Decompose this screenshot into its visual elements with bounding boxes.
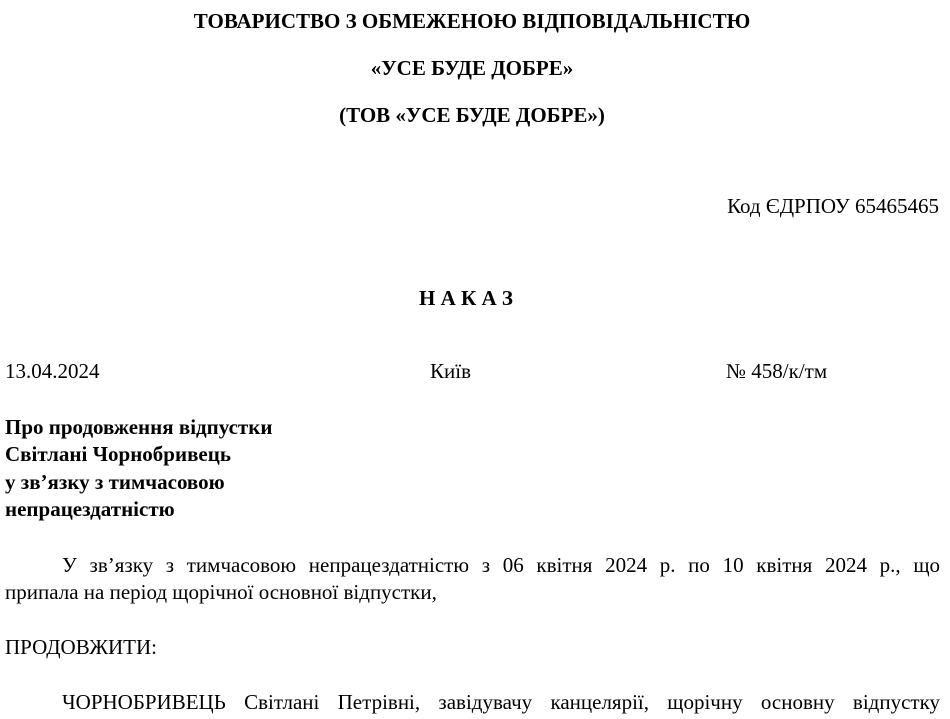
subject-line: у зв’язку з тимчасовою (5, 470, 225, 494)
subject-line: Про продовження відпустки (5, 415, 273, 439)
edrpou-code: Код ЄДРПОУ 65465465 (727, 194, 939, 218)
document-title: Н А К А З (419, 286, 513, 310)
order-number: № 458/к/тм (726, 359, 828, 383)
subject-line: непрацездатністю (5, 497, 175, 521)
company-name-line2: «УСЕ БУДЕ ДОБРЕ» (370, 56, 574, 80)
company-short-name: (ТОВ «УСЕ БУДЕ ДОБРЕ») (339, 103, 605, 127)
directive-heading: ПРОДОВЖИТИ: (5, 635, 158, 659)
body-paragraph-line: припала на період щорічної основної відпустки, (5, 580, 437, 604)
company-name-line1: ТОВАРИСТВО З ОБМЕЖЕНОЮ ВІДПОВІДАЛЬНІСТЮ (193, 9, 751, 33)
body-paragraph-line: ЧОРНОБРИВЕЦЬ Світлані Петрівні, завідувачу канцелярії, щорічну основну відпустку (62, 690, 940, 714)
order-date: 13.04.2024 (5, 359, 100, 383)
body-paragraph-line: У зв’язку з тимчасовою непрацездатністю з 06 квітня 2024 р. по 10 квітня 2024 р., що (62, 553, 940, 577)
order-city: Київ (430, 359, 471, 383)
subject-line: Світлані Чорнобривець (5, 442, 231, 466)
